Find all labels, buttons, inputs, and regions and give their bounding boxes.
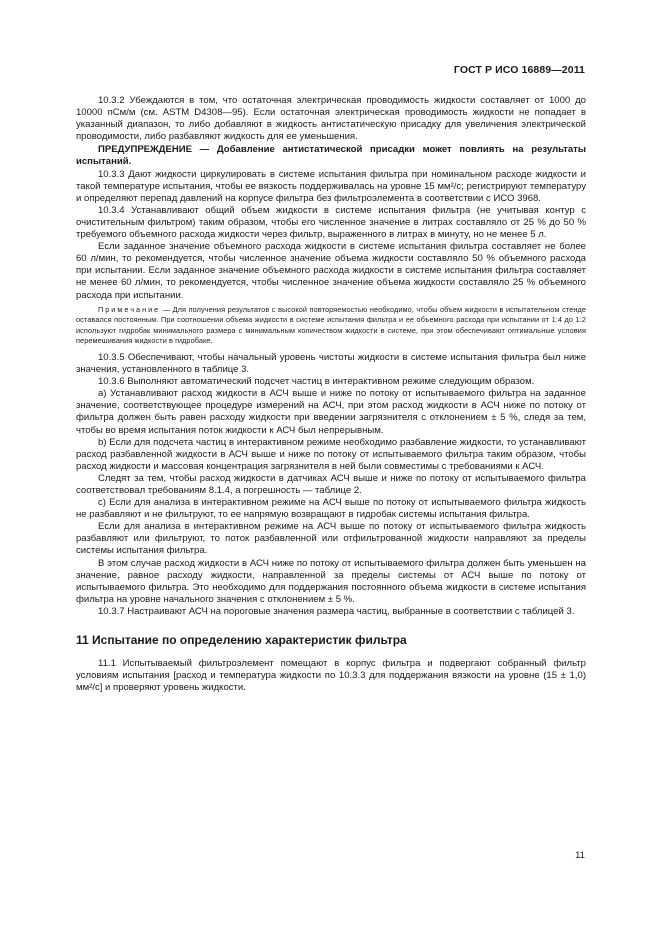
paragraph-10-3-5: 10.3.5 Обеспечивают, чтобы начальный уровень чистоты жидкости в системе испытания фильтра был ниже значения, установленного в таблице 3.: [76, 351, 586, 376]
note-paragraph: [76, 305, 586, 347]
paragraph-item-a: а) Устанавливают расход жидкости в АСЧ выше и ниже по потоку от испытываемого фильтра на заданное значение, соответствующее процедуре измерений на АСЧ, при этом расход жидкости в АСЧ ниже по потоку от фильтра должен быть равен расходу жидкости при введении загрязнителя с отклонением ± 5 %, следя за тем, чтобы во время испытания поток жидкости к АСЧ был непрерывным.: [76, 388, 586, 436]
paragraph-10-3-2: 10.3.2 Убеждаются в том, что остаточная электрическая проводимость жидкости составляет от 1000 до 10000 пСм/м (см. ASTM D4308—95). Если остаточная электрическая проводимость жидкости не попадает в указанный диапазон, то либо добавляют в жидкость антистатическую присадку для увеличения электрической проводимости, либо разбавляют жидкость для ее уменьшения.: [76, 95, 586, 143]
section-heading-11: 11 Испытание по определению характеристик фильтра: [76, 633, 407, 648]
paragraph-item-c: c) Если для анализа в интерактивном режиме на АСЧ выше по потоку от испытываемого фильтра жидкость не разбавляют и не фильтруют, то ее напрямую возвращают в гидробак системы испытания фильтра.: [76, 497, 586, 521]
warning-paragraph: ПРЕДУПРЕЖДЕНИЕ — Добавление антистатической присадки может повлиять на результаты испытаний.: [76, 144, 586, 168]
paragraph-10-3-4: 10.3.4 Устанавливают общий объем жидкости в системе испытания фильтра (не учитывая контур с очистительным фильтром) таким образом, чтобы его численное значение в литрах составляло от 25 % до 50 % требуемого объемного расхода жидкости через фильтр, выраженного в литрах в минуту, но не менее 5 л.: [76, 204, 586, 241]
paragraph-10-3-3: 10.3.3 Дают жидкости циркулировать в системе испытания фильтра при номинальном расходе жидкости и такой температуре испытания, чтобы ее вязкость поддерживалась на уровне 15 мм²/с; регистрируют температуру и определяют перепад давлений на корпусе фильтра без фильтроэлемента в соответствии с ИСО 3968.: [76, 168, 586, 204]
paragraph-sensor-flow: Следят за тем, чтобы расход жидкости в датчиках АСЧ выше и ниже по потоку от испытываемого фильтра соответствовал требованиям 8.1.4, а погрешность — таблице 2.: [76, 472, 586, 496]
paragraph-11-1: 11.1 Испытываемый фильтроэлемент помещают в корпус фильтра и подвергают собранный фильтр условиям испытания [расход и температура жидкости по 10.3.3 для поддержания вязкости на уровне (15 ± 1,0) мм²/с] и проверяют уровень жидкости.: [76, 658, 586, 694]
paragraph-10-3-7: 10.3.7 Настраивают АСЧ на пороговые значения размера частиц, выбранные в соответствии с таблицей 3.: [98, 605, 575, 617]
paragraph-10-3-6: 10.3.6 Выполняют автоматический подсчет частиц в интерактивном режиме следующим образом.: [98, 376, 535, 388]
document-body: [76, 95, 586, 694]
document-header: ГОСТ Р ИСО 16889—2011: [453, 64, 585, 76]
paragraph-flow-reduction: В этом случае расход жидкости в АСЧ ниже по потоку от испытываемого фильтра должен быть уменьшен на значение, равное расходу жидкости, направленной за пределы системы от АСЧ выше по потоку от испытываемого фильтра. Это необходимо для поддержания постоянного объема жидкости в системе испытания фильтра на уровне начального значения с отклонением ± 5 %.: [76, 557, 586, 605]
paragraph-flow-volume: Если заданное значение объемного расхода жидкости в системе испытания фильтра составляет не более 60 л/мин, то рекомендуется, чтобы численное значение объема жидкости составляло 50 % объемного расхода при испытании. Если заданное значение объемного расхода жидкости в системе испытания фильтра составляет не менее 60 л/мин, то рекомендуется, чтобы численное значение объема жидкости составляло 25 % объемного расхода при испытании.: [76, 241, 586, 301]
page-number: 11: [575, 850, 585, 861]
paragraph-diluted-flow: Если для анализа в интерактивном режиме на АСЧ выше по потоку от испытываемого фильтра жидкость разбавляют или фильтруют, то поток разбавленной или отфильтрованной жидкости направляют за пределы системы испытания фильтра.: [76, 521, 586, 557]
note-text: — Для получения результатов с высокой повторяемостью необходимо, чтобы объем жидкости в испытательном стенде оставался постоянным. При соотношении объема жидкости в системе испытания фильтра и ее объемного расхода при испытании от 1:4 до 1:2 используют гидробак минимального размера с минимальным количеством жидкости в системе, при этом обеспечивают оптимальные условия перемешивания жидкости в гидробаке.: [76, 304, 586, 346]
paragraph-item-b: b) Если для подсчета частиц в интерактивном режиме необходимо разбавление жидкости, то устанавливают расход разбавленной жидкости в АСЧ выше и ниже по потоку от испытываемого фильтра таким образом, чтобы расход жидкости и массовая концентрация загрязнителя в ней были совместимы с требованиями к АСЧ.: [76, 436, 586, 472]
note-label: Примечание: [98, 304, 161, 314]
